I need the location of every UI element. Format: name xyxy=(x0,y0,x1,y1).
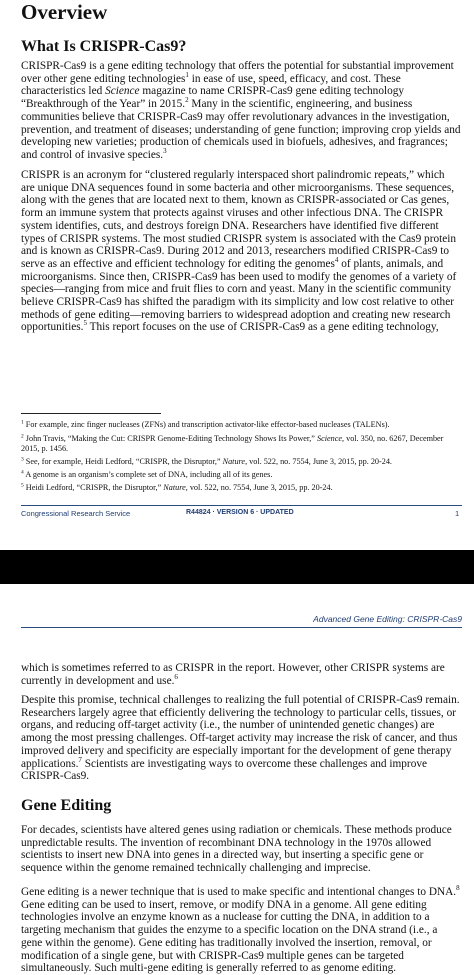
paragraph-continuation: which is sometimes referred to as CRISPR in the report. However, other CRISPR systems are currently in development and use.$^6$ xyxy=(21,662,445,687)
footnote-4: $^4$ A genome is an organism’s complete set of DNA, including all of its genes. xyxy=(21,469,273,479)
footnote-5: $^5$ Heidi Ledford, “CRISPR, the Disruptor,” Nature, vol. 522, no. 7554, June 3, 2015, pp. 20-24. xyxy=(21,482,333,492)
page-2 xyxy=(0,584,474,973)
footer-org: Congressional Research Service xyxy=(21,509,131,518)
page-title: Overview xyxy=(21,0,108,24)
footnote-3: $^3$ See, for example, Heidi Ledford, “CRISPR, the Disruptor,” Nature, vol. 522, no. 7554, June 3, 2015, pp. 20-24. xyxy=(21,456,392,466)
paragraph-crispr-acronym: CRISPR is an acronym for “clustered regularly interspaced short palindromic repeats,” which are unique DNA sequences found in some bacteria and other microorganisms. These sequences, along with the genes that are located next to them, known as CRISPR-associated or Cas genes, form an immune system that protects against viruses and other infectious DNA. The CRISPR system identifies, cuts, and destroys foreign DNA. Researchers have identified five different types of CRISPR systems. The most studied CRISPR system is associated with the Cas9 protein and is known as CRISPR-Cas9. During 2012 and 2013, researchers modified CRISPR-Cas9 to serve as an effective and efficient technology for editing the genomes$^4$ of plants, animals, and microorganisms. Since then, CRISPR-Cas9 has been used to modify the genomes of a variety of species—ranging from mice and fruit flies to corn and yeast. Many in the scientific community believe CRISPR-Cas9 has shifted the paradigm with its simplicity and low cost relative to other methods of gene editing—removing barriers to widespread adoption and creating new research opportunities.$^5$ This report focuses on the use of CRISPR-Cas9 as a gene editing technology, xyxy=(21,169,457,334)
paragraph-intro: CRISPR-Cas9 is a gene editing technology that offers the potential for substantial improvement over other gene editing technologies$^1$ in ease of use, speed, efficacy, and cost. These characteristics led Science magazine to name CRISPR-Cas9 gene editing technology “Breakthrough of the Year” in 2015.$^2$ Many in the scientific, engineering, and business communities believe that CRISPR-Cas9 may offer revolutionary advances in the investigation, prevention, and treatment of diseases; understanding of gene function; improving crop yields and developing new varieties; production of chemicals used in biofuels, adhesives, and fragrances; and control of invasive species.$^3$ xyxy=(21,60,461,161)
section-heading-gene-editing: Gene Editing xyxy=(21,797,112,814)
footnote-ref-1[interactable]: 1 xyxy=(185,70,189,79)
section-heading-what-is-crispr: What Is CRISPR-Cas9? xyxy=(21,38,187,55)
paragraph-gene-editing-history: For decades, scientists have altered genes using radiation or chemicals. These methods produce unpredictable results. The invention of recombinant DNA technology in the 1970s allowed scientists to insert new DNA into genes in a directed way, but inserting a specific gene or sequence within the genome remained technically challenging and imprecise. xyxy=(21,824,452,875)
header-rule xyxy=(21,627,462,628)
paragraph-challenges: Despite this promise, technical challenges to realizing the full potential of CRISPR-Cas9 remain. Researchers largely agree that efficiently delivering the technology to particular cells, tissues, or organs, and reducing off-target activity (i.e., the number of unintended genetic changes) are among the most pressing challenges. Off-target activity may increase the risk of cancer, and thus improved delivery and specificity are especially important for the development of gene therapy applications.$^7$ Scientists are investigating ways to overcome these challenges and improve CRISPR-Cas9. xyxy=(21,694,460,783)
footnote-separator xyxy=(21,413,161,414)
page-gap xyxy=(0,550,474,584)
footnote-ref-7[interactable]: 7 xyxy=(78,755,82,764)
footer-page-number: 1 xyxy=(455,509,460,518)
footnote-ref-5[interactable]: 5 xyxy=(83,319,87,328)
footnote-ref-8[interactable]: 8 xyxy=(456,884,460,893)
footnote-1: $^1$ For example, zinc finger nucleases (ZFNs) and transcription activator-like effector-based nucleases (TALENs). xyxy=(21,419,390,429)
footer-report-number: R44824 · VERSION 6 · UPDATED xyxy=(186,509,294,516)
footnote-ref-3[interactable]: 3 xyxy=(163,147,167,156)
footer-rule xyxy=(21,505,462,506)
paragraph-gene-editing-definition: Gene editing is a newer technique that is used to make specific and intentional changes to DNA.$^8$ Gene editing can be used to insert, remove, or modify DNA in a genome. All gene editing technologies involve an enzyme known as a nuclease for cutting the DNA, in addition to a targeting mechanism that guides the enzyme to a specific location on the DNA strand (i.e., a gene within the genome). Gene editing has traditionally involved the insertion, removal, or modification of a single gene, but with CRISPR-Cas9 multiple genes can be targeted simultaneously. Such multi-gene editing is generally referred to as genome editing. xyxy=(21,884,460,975)
footnote-ref-2[interactable]: 2 xyxy=(185,96,189,105)
footnote-ref-4[interactable]: 4 xyxy=(334,256,339,265)
footnote-2: $^2$ John Travis, “Making the Cut: CRISPR Genome-Editing Technology Shows Its Power,” Science, vol. 350, no. 6267, December 2015, p. 1456. xyxy=(21,433,444,453)
footnote-ref-6[interactable]: 6 xyxy=(174,672,178,681)
running-header: Advanced Gene Editing: CRISPR-Cas9 xyxy=(313,614,462,624)
